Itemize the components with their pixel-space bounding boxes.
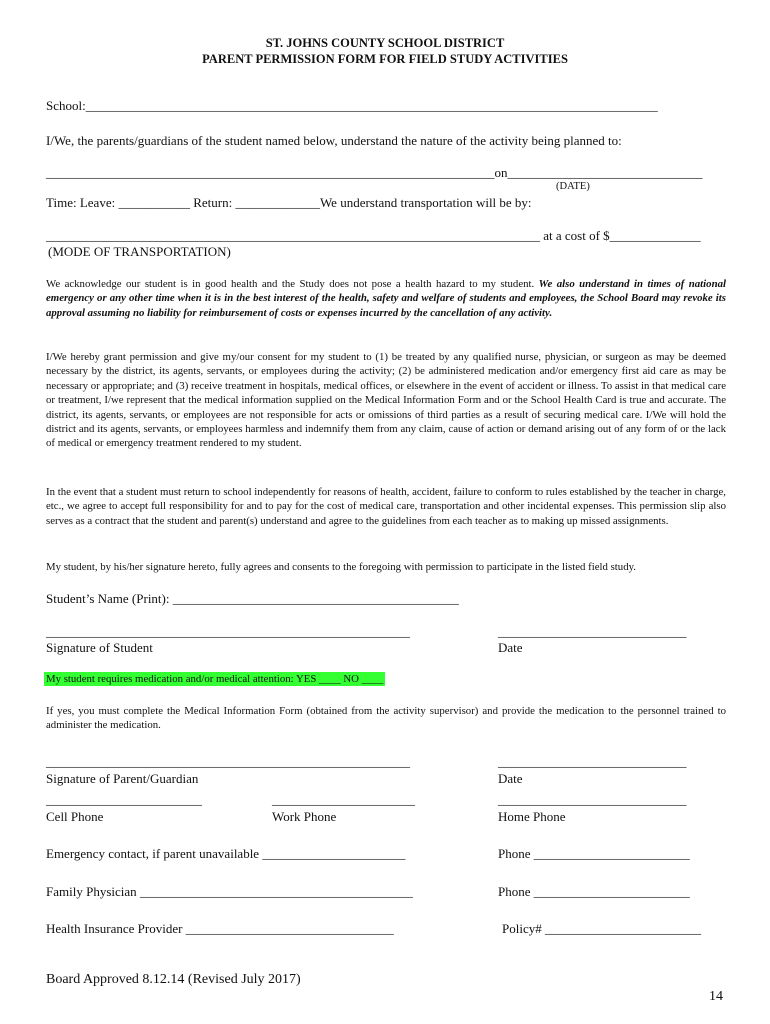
form-title-district: ST. JOHNS COUNTY SCHOOL DISTRICT xyxy=(265,36,505,50)
parent-date-field[interactable]: _____________________________ xyxy=(498,754,687,769)
home-phone-label: Home Phone xyxy=(498,809,566,824)
student-name-field[interactable]: Student’s Name (Print): ____________________________________________ xyxy=(46,591,459,606)
cost-field[interactable]: ____________________________________________________________________________ at a cost of $______________ xyxy=(46,228,701,243)
page-number: 14 xyxy=(709,989,723,1004)
emergency-phone-field[interactable]: Phone ________________________ xyxy=(498,846,690,861)
activity-date-field[interactable]: _____________________________________________________________________on______________________________ xyxy=(46,165,703,180)
family-physician-field[interactable]: Family Physician __________________________________________ xyxy=(46,884,413,899)
work-phone-label: Work Phone xyxy=(272,809,337,824)
work-phone-field[interactable]: ______________________ xyxy=(272,792,415,807)
student-date-field[interactable]: _____________________________ xyxy=(498,624,687,639)
parent-date-label: Date xyxy=(498,771,523,786)
student-consent-paragraph: My student, by his/her signature hereto, fully agrees and consents to the foregoing with permission to participate in the listed field study. xyxy=(46,561,637,573)
acknowledgement-text: We acknowledge our student is in good health and the Study does not pose a health hazard to my student. xyxy=(46,278,539,290)
emergency-revocation-text: We also understand in times of national emergency or any other time when it is in the best interest of the health, safety and welfare of students and employees, the School Board may revoke its approval assuming no liability for reimbursement of costs or expenses incurred by the cancellation of any activity. xyxy=(46,278,726,319)
form-title: PARENT PERMISSION FORM FOR FIELD STUDY ACTIVITIES xyxy=(202,52,568,66)
cell-phone-field[interactable]: ________________________ xyxy=(46,792,202,807)
medical-consent-paragraph: I/We hereby grant permission and give my/our consent for my student to (1) be treated by any qualified nurse, physician, or surgeon as may be deemed necessary by the district, its agents, servants, or employees during the activity; (2) be administered medication and/or emergency first aid care as may be necessary or appropriate; and (3) receive treatment in hospitals, medical offices, or elsewhere in the event of accident or illness. To assist in that medical care or treatment, I/we represent that the medical information supplied on the Medical Information Form and or the School Health Card is true and accurate. The district, its agents, servants, or employees are not responsible for acts or omissions of third parties as a result of securing medical care. I/We will hold the district and its agents, servants, or employees harmless and indemnify them from any claim, cause of action or demand arising out of any form of or the lack of medical or emergency treatment rendered to my student. xyxy=(46,351,726,450)
medication-highlight: My student requires medication and/or medical attention: YES ____ NO ____ xyxy=(46,673,384,685)
home-phone-field[interactable]: _____________________________ xyxy=(498,792,687,807)
student-signature-label: Signature of Student xyxy=(46,640,153,655)
student-signature-field[interactable]: ________________________________________________________ xyxy=(46,624,410,639)
return-responsibility-paragraph: In the event that a student must return to school independently for reasons of health, accident, failure to conform to rules established by the teacher in charge, etc., we agree to accept full responsibility for and to pay for the cost of medical care, transportation and other incidental expenses. This permission slip also serves as a contract that the student and parent(s) understand and agree to the guidelines from each teacher as to making up missed assignments. xyxy=(46,486,726,527)
school-field[interactable]: School:________________________________________________________________________________________ xyxy=(46,98,658,113)
time-transport-field[interactable]: Time: Leave: ___________ Return: _____________We understand transportation will be by: xyxy=(46,195,532,210)
board-approved-footer: Board Approved 8.12.14 (Revised July 2017) xyxy=(46,972,301,987)
health-acknowledgement-paragraph xyxy=(46,277,726,320)
cell-phone-label: Cell Phone xyxy=(46,809,104,824)
medication-question[interactable] xyxy=(44,673,385,685)
intro-text: I/We, the parents/guardians of the student named below, understand the nature of the activity being planned to: xyxy=(46,133,622,148)
transport-mode-caption: (MODE OF TRANSPORTATION) xyxy=(48,244,231,259)
date-caption: (DATE) xyxy=(556,181,590,192)
medical-form-instructions: If yes, you must complete the Medical Information Form (obtained from the activity supervisor) and provide the medication to the personnel trained to administer the medication. xyxy=(46,705,726,732)
parent-signature-label: Signature of Parent/Guardian xyxy=(46,771,199,786)
physician-phone-field[interactable]: Phone ________________________ xyxy=(498,884,690,899)
parent-signature-field[interactable]: ________________________________________________________ xyxy=(46,754,410,769)
policy-number-field[interactable]: Policy# ________________________ xyxy=(502,921,701,936)
insurance-provider-field[interactable]: Health Insurance Provider ________________________________ xyxy=(46,921,394,936)
student-date-label: Date xyxy=(498,640,523,655)
emergency-contact-field[interactable]: Emergency contact, if parent unavailable ______________________ xyxy=(46,846,406,861)
